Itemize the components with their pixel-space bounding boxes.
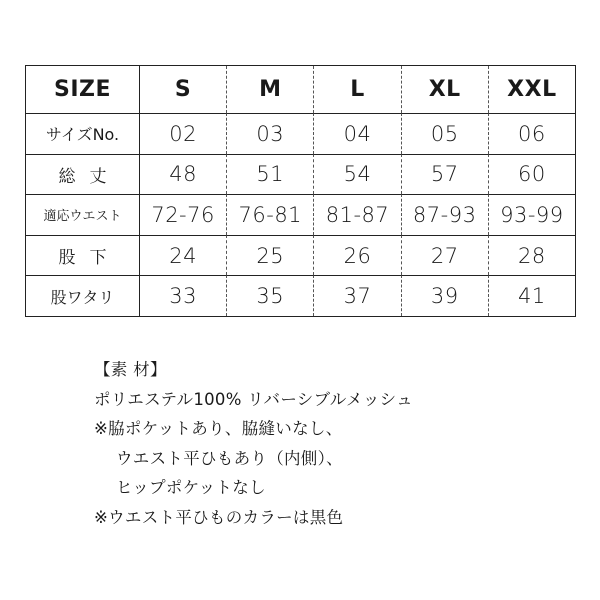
row-label-thigh: 股ワタリ bbox=[26, 275, 139, 316]
size-no-s: 02 bbox=[139, 113, 226, 154]
waist-m: 76-81 bbox=[226, 194, 313, 235]
thigh-m: 35 bbox=[226, 275, 313, 316]
inseam-s: 24 bbox=[139, 235, 226, 276]
pocket-note: ※脇ポケットあり、脇縫いなし、 bbox=[94, 419, 343, 438]
size-no-xxl: 06 bbox=[488, 113, 575, 154]
total-length-xxl: 60 bbox=[488, 154, 575, 195]
header-l: L bbox=[313, 66, 400, 113]
header-xl: XL bbox=[401, 66, 488, 113]
waist-s: 72-76 bbox=[139, 194, 226, 235]
hip-pocket-note: ヒップポケットなし bbox=[116, 478, 266, 497]
thigh-xxl: 41 bbox=[488, 275, 575, 316]
header-s: S bbox=[139, 66, 226, 113]
waist-xxl: 93-99 bbox=[488, 194, 575, 235]
inseam-xxl: 28 bbox=[488, 235, 575, 276]
thigh-l: 37 bbox=[313, 275, 400, 316]
size-no-xl: 05 bbox=[401, 113, 488, 154]
material-notes bbox=[94, 355, 413, 532]
waist-xl: 87-93 bbox=[401, 194, 488, 235]
inseam-l: 26 bbox=[313, 235, 400, 276]
cord-color-note: ※ウエスト平ひものカラーは黒色 bbox=[94, 507, 344, 527]
waist-cord-note: ウエスト平ひもあり（内側）、 bbox=[116, 448, 343, 468]
header-size: SIZE bbox=[53, 77, 111, 102]
row-label-inseam: 股下 bbox=[26, 235, 139, 276]
row-label-total-length: 総丈 bbox=[26, 154, 139, 195]
inseam-m: 25 bbox=[226, 235, 313, 276]
total-length-s: 48 bbox=[139, 154, 226, 195]
total-length-l: 54 bbox=[313, 154, 400, 195]
size-table bbox=[25, 65, 576, 317]
row-label-size-no: サイズNo. bbox=[26, 113, 139, 154]
row-label-waist: 適応ウエスト bbox=[26, 194, 139, 235]
size-no-l: 04 bbox=[313, 113, 400, 154]
total-length-m: 51 bbox=[226, 154, 313, 195]
material-text: ポリエステル100% リバーシブルメッシュ bbox=[94, 389, 413, 409]
thigh-s: 33 bbox=[139, 275, 226, 316]
thigh-xl: 39 bbox=[401, 275, 488, 316]
inseam-xl: 27 bbox=[401, 235, 488, 276]
size-no-m: 03 bbox=[226, 113, 313, 154]
material-heading: 【素 材】 bbox=[94, 360, 167, 379]
waist-l: 81-87 bbox=[313, 194, 400, 235]
header-m: M bbox=[226, 66, 313, 113]
total-length-xl: 57 bbox=[401, 154, 488, 195]
header-xxl: XXL bbox=[488, 66, 575, 113]
